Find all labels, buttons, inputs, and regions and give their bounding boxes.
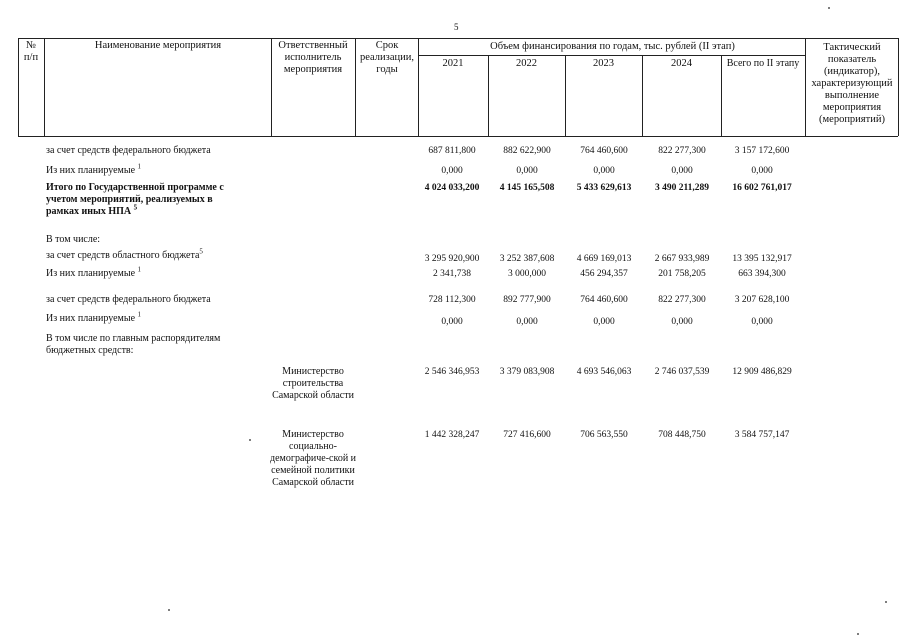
value-total: 663 394,300 — [738, 269, 786, 279]
scan-speck — [828, 7, 830, 9]
scan-speck — [168, 609, 170, 611]
value-total: 3 207 628,100 — [734, 295, 790, 305]
row-label: Из них планируемые $^1$ — [46, 265, 142, 279]
value-2024: 822 277,300 — [658, 295, 706, 305]
ministry-name: Министерство строительства Самарской области — [272, 366, 354, 401]
row-label: за счет средств федерального бюджета — [46, 145, 211, 156]
value-2023: 0,000 — [593, 166, 615, 176]
value-2022: 0,000 — [516, 166, 538, 176]
row-label: Из них планируемые $^1$ — [46, 162, 142, 176]
ministry-name: Министерство социально-демографиче-ской и семейной политики Самарской области — [270, 429, 357, 488]
value-2022: 3 252 387,608 — [499, 254, 555, 264]
header-year-2022: 2022 — [516, 58, 537, 69]
header-total: Всего по II этапу — [726, 58, 800, 69]
row-label: за счет средств областного бюджета$^5$ — [46, 247, 203, 261]
value-2021: 728 112,300 — [428, 295, 476, 305]
value-2021: 687 811,800 — [428, 146, 476, 156]
value-total: 16 602 761,017 — [732, 183, 792, 193]
header-term: Срок реализации, годы — [360, 40, 414, 75]
value-2021: 1 442 328,247 — [424, 430, 480, 440]
value-2024: 2 746 037,539 — [654, 367, 710, 377]
row-label: В том числе по главным распорядителям бюджетных средств: — [46, 333, 221, 356]
page-number: 5 — [454, 22, 459, 32]
value-2022: 3 379 083,908 — [499, 367, 555, 377]
value-2021: 0,000 — [441, 166, 463, 176]
value-2024: 2 667 933,989 — [654, 254, 710, 264]
value-2021: 3 295 920,900 — [424, 254, 480, 264]
value-total: 0,000 — [751, 166, 773, 176]
value-2023: 4 669 169,013 — [576, 254, 632, 264]
header-responsible: Ответственный исполнитель мероприятия — [278, 40, 348, 75]
value-total: 3 157 172,600 — [734, 146, 790, 156]
value-total: 12 909 486,829 — [732, 367, 792, 377]
scan-speck — [885, 601, 887, 603]
value-2023: 0,000 — [593, 317, 615, 327]
value-2024: 708 448,750 — [658, 430, 706, 440]
header-indicator: Тактический показатель (индикатор), характеризующий выполнение мероприятия (мероприятий) — [811, 42, 893, 125]
value-2023: 706 563,550 — [580, 430, 628, 440]
value-total: 13 395 132,917 — [732, 254, 792, 264]
row-label: В том числе: — [46, 234, 101, 245]
value-2022: 727 416,600 — [503, 430, 551, 440]
value-2021: 4 024 033,200 — [424, 183, 480, 193]
value-total: 0,000 — [751, 317, 773, 327]
value-2023: 5 433 629,613 — [576, 183, 632, 193]
value-2021: 0,000 — [441, 317, 463, 327]
row-label: за счет средств федерального бюджета — [46, 294, 211, 305]
value-2022: 0,000 — [516, 317, 538, 327]
header-funding-title: Объем финансирования по годам, тыс. рублей (II этап) — [490, 41, 735, 52]
value-total: 3 584 757,147 — [734, 430, 790, 440]
value-2022: 892 777,900 — [503, 295, 551, 305]
row-label: Итого по Государственной программе с учетом мероприятий, реализуемых в рамках иных НПА $^5$ — [46, 182, 224, 217]
funding-subheader-border — [418, 55, 806, 56]
header-year-2021: 2021 — [442, 58, 464, 69]
scan-speck — [857, 633, 859, 635]
value-2024: 822 277,300 — [658, 146, 706, 156]
value-2023: 456 294,357 — [580, 269, 628, 279]
value-2024: 201 758,205 — [658, 269, 706, 279]
header-top-border — [18, 38, 898, 39]
value-2023: 4 693 546,063 — [576, 367, 632, 377]
header-num: № п/п — [23, 40, 39, 63]
header-year-2023: 2023 — [593, 58, 614, 69]
value-2022: 882 622,900 — [503, 146, 551, 156]
header-year-2024: 2024 — [671, 58, 692, 69]
header-name: Наименование мероприятия — [94, 40, 222, 51]
value-2023: 764 460,600 — [580, 146, 628, 156]
header-bottom-border — [18, 136, 898, 137]
value-2021: 2 546 346,953 — [424, 367, 480, 377]
value-2024: 3 490 211,289 — [654, 183, 710, 193]
row-label: Из них планируемые $^1$ — [46, 310, 142, 324]
value-2021: 2 341,738 — [433, 269, 471, 279]
value-2022: 3 000,000 — [508, 269, 546, 279]
value-2023: 764 460,600 — [580, 295, 628, 305]
value-2022: 4 145 165,508 — [499, 183, 555, 193]
scan-speck — [249, 439, 251, 441]
value-2024: 0,000 — [671, 317, 693, 327]
value-2024: 0,000 — [671, 166, 693, 176]
